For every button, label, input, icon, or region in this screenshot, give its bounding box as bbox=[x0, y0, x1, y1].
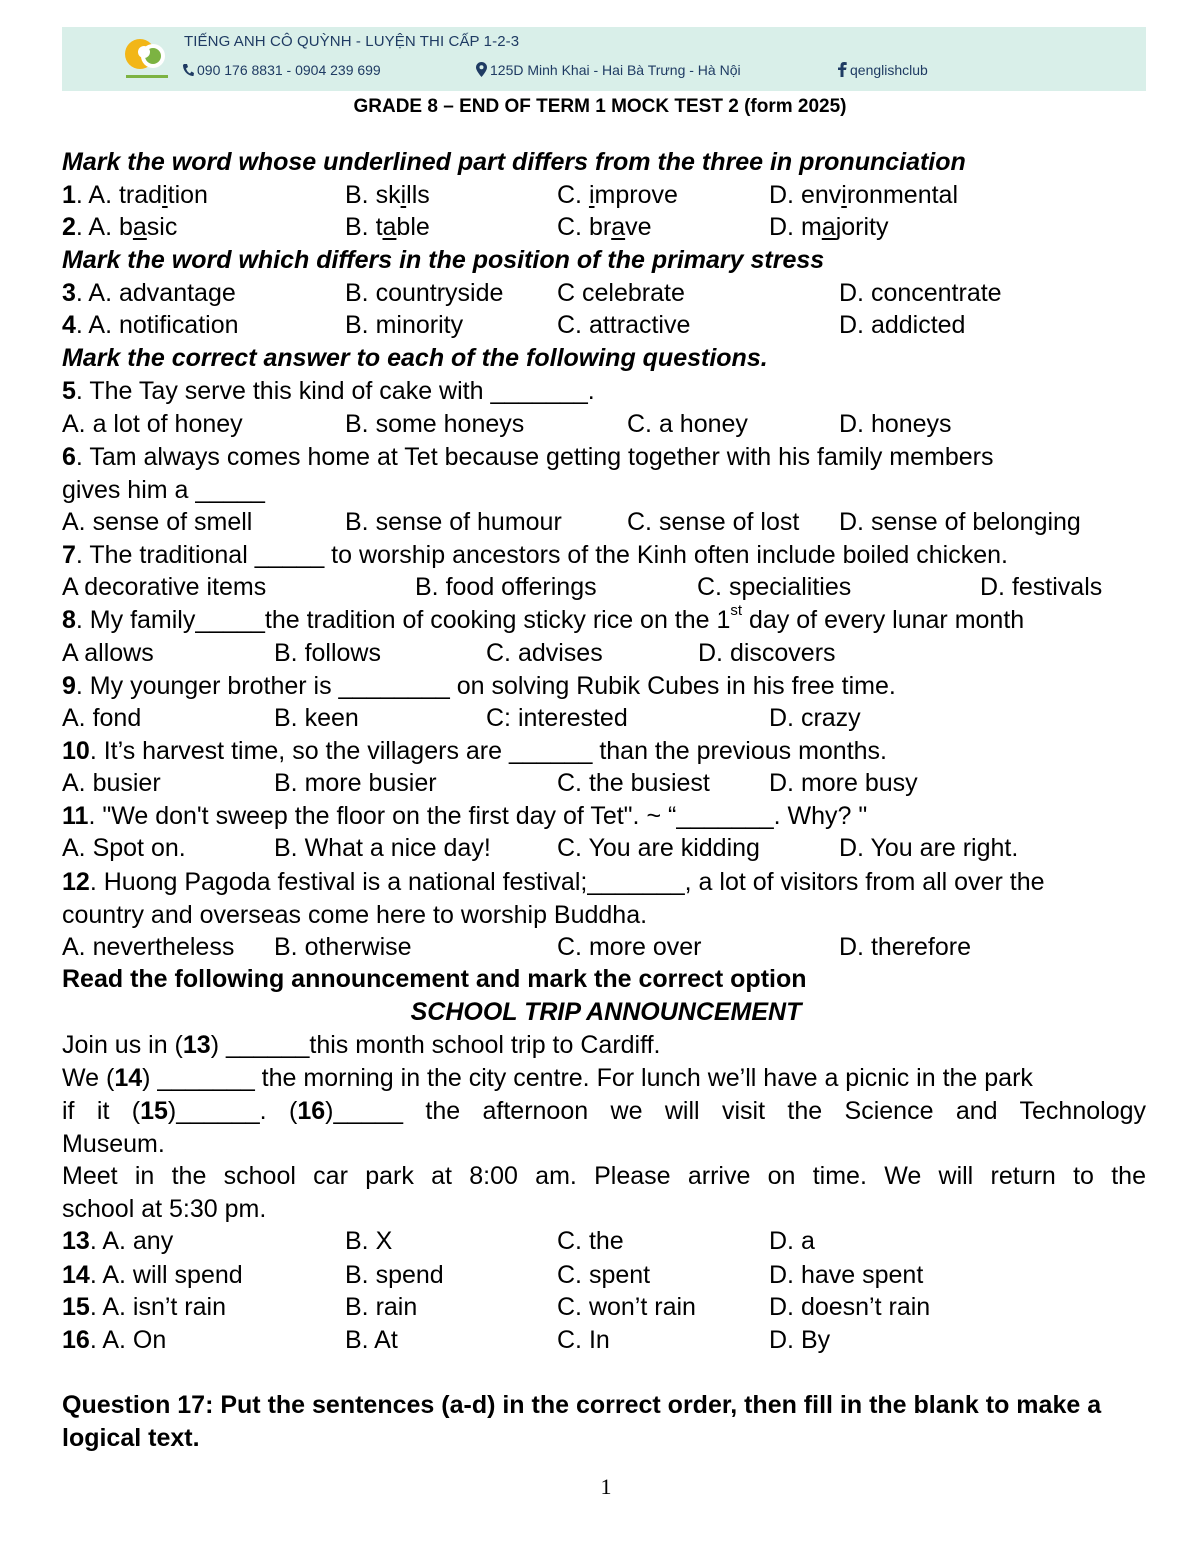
question-10-stem: 10. It’s harvest time, so the villagers are ______ than the previous months. bbox=[62, 737, 888, 765]
facebook-icon bbox=[838, 62, 847, 77]
q9-option-b: B. keen bbox=[274, 704, 359, 732]
question-17-heading: Question 17: Put the sentences (a-d) in the correct order, then fill in the blank to make a logical text. bbox=[62, 1391, 1102, 1452]
q10-option-a: A. busier bbox=[62, 769, 161, 797]
q14-option-a: 14. A. will spend bbox=[62, 1261, 243, 1289]
address-contact bbox=[476, 62, 741, 78]
page-number: 1 bbox=[600, 1474, 612, 1499]
q1-option-c: C. improve bbox=[557, 181, 678, 209]
q4-option-d: D. addicted bbox=[839, 311, 966, 339]
q10-option-b: B. more busier bbox=[274, 769, 437, 797]
q14-option-b: B. spend bbox=[345, 1261, 444, 1289]
q14-option-c: C. spent bbox=[557, 1261, 651, 1289]
facebook-handle: qenglishclub bbox=[850, 62, 928, 78]
phone-icon bbox=[182, 63, 194, 77]
header-banner bbox=[62, 27, 1146, 91]
q10-option-c: C. the busiest bbox=[557, 769, 710, 797]
q5-option-d: D. honeys bbox=[839, 410, 952, 438]
q10-option-d: D. more busy bbox=[769, 769, 918, 797]
q15-option-a: 15. A. isn’t rain bbox=[62, 1293, 226, 1321]
q14-option-d: D. have spent bbox=[769, 1261, 924, 1289]
question-9-stem: 9. My younger brother is ________ on solving Rubik Cubes in his free time. bbox=[62, 672, 896, 700]
q6-option-d: D. sense of belonging bbox=[839, 508, 1081, 536]
section-heading-pronunciation: Mark the word whose underlined part differs from the three in pronunciation bbox=[62, 148, 966, 176]
q11-option-a: A. Spot on. bbox=[62, 834, 186, 862]
address-text: 125D Minh Khai - Hai Bà Trưng - Hà Nội bbox=[490, 62, 741, 78]
q15-option-d: D. doesn’t rain bbox=[769, 1293, 931, 1321]
school-logo-icon bbox=[120, 32, 174, 84]
announcement-line-1: Join us in (13) ______this month school trip to Cardiff. bbox=[62, 1031, 661, 1059]
q2-option-d: D. majority bbox=[769, 213, 889, 241]
q9-option-c: C: interested bbox=[486, 704, 628, 732]
q12-option-b: B. otherwise bbox=[274, 933, 412, 961]
q16-option-b: B. At bbox=[345, 1326, 398, 1354]
q16-option-d: D. By bbox=[769, 1326, 831, 1354]
q1-option-a: 1. A. tradition bbox=[62, 181, 208, 209]
q16-option-a: 16. A. On bbox=[62, 1326, 167, 1354]
section-heading-read: Read the following announcement and mark the correct option bbox=[62, 965, 807, 993]
phone-numbers: 090 176 8831 - 0904 239 699 bbox=[197, 62, 381, 78]
q7-option-c: C. specialities bbox=[697, 573, 852, 601]
q13-option-b: B. X bbox=[345, 1227, 393, 1255]
announcement-line-4: Museum. bbox=[62, 1130, 165, 1158]
section-heading-stress: Mark the word which differs in the position of the primary stress bbox=[62, 246, 825, 274]
question-7-stem: 7. The traditional _____ to worship ancestors of the Kinh often include boiled chicken. bbox=[62, 541, 1008, 569]
q4-option-a: 4. A. notification bbox=[62, 311, 239, 339]
q4-option-b: B. minority bbox=[345, 311, 464, 339]
q15-option-c: C. won’t rain bbox=[557, 1293, 696, 1321]
q9-option-a: A. fond bbox=[62, 704, 142, 732]
q15-option-b: B. rain bbox=[345, 1293, 418, 1321]
phone-contact bbox=[182, 62, 381, 78]
q3-option-b: B. countryside bbox=[345, 279, 504, 307]
announcement-line-6: school at 5:30 pm. bbox=[62, 1195, 267, 1223]
section-heading-correct-answer: Mark the correct answer to each of the following questions. bbox=[62, 344, 768, 372]
question-12-stem-line2: country and overseas come here to worship Buddha. bbox=[62, 901, 648, 929]
announcement-line-2: We (14) _______ the morning in the city centre. For lunch we’ll have a picnic in the park bbox=[62, 1064, 1033, 1092]
q13-option-a: 13. A. any bbox=[62, 1227, 174, 1255]
center-name: TIẾNG ANH CÔ QUỲNH - LUYỆN THI CẤP 1-2-3 bbox=[184, 33, 520, 50]
q13-option-d: D. a bbox=[769, 1227, 815, 1255]
q2-option-c: C. brave bbox=[557, 213, 652, 241]
q5-option-b: B. some honeys bbox=[345, 410, 525, 438]
q8-option-d: D. discovers bbox=[698, 639, 836, 667]
q12-option-c: C. more over bbox=[557, 933, 702, 961]
question-5-stem: 5. The Tay serve this kind of cake with _______. bbox=[62, 377, 595, 405]
q11-option-d: D. You are right. bbox=[839, 834, 1019, 862]
announcement-title: SCHOOL TRIP ANNOUNCEMENT bbox=[410, 998, 802, 1026]
facebook-contact bbox=[838, 62, 928, 78]
q12-option-a: A. nevertheless bbox=[62, 933, 235, 961]
q6-option-a: A. sense of smell bbox=[62, 508, 253, 536]
q1-option-b: B. skills bbox=[345, 181, 430, 209]
q3-option-a: 3. A. advantage bbox=[62, 279, 236, 307]
q2-option-a: 2. A. basic bbox=[62, 213, 178, 241]
map-pin-icon bbox=[476, 62, 487, 77]
q12-option-d: D. therefore bbox=[839, 933, 972, 961]
question-11-stem: 11. "We don't sweep the floor on the first day of Tet". ~ “_______. Why? " bbox=[62, 802, 868, 830]
q3-option-c: C celebrate bbox=[557, 279, 685, 307]
q2-option-b: B. table bbox=[345, 213, 430, 241]
question-6-stem: 6. Tam always comes home at Tet because getting together with his family members bbox=[62, 443, 994, 471]
q11-option-b: B. What a nice day! bbox=[274, 834, 491, 862]
q8-option-b: B. follows bbox=[274, 639, 381, 667]
q5-option-a: A. a lot of honey bbox=[62, 410, 243, 438]
announcement-line-3: if it (15)______. (16)_____ the afternoon we will visit the Science and Technology bbox=[62, 1097, 1146, 1125]
q5-option-c: C. a honey bbox=[627, 410, 748, 438]
q3-option-d: D. concentrate bbox=[839, 279, 1002, 307]
q7-option-b: B. food offerings bbox=[415, 573, 597, 601]
question-6-stem-line2: gives him a _____ bbox=[62, 476, 265, 504]
q6-option-c: C. sense of lost bbox=[627, 508, 800, 536]
q7-option-a: A decorative items bbox=[62, 573, 267, 601]
q16-option-c: C. In bbox=[557, 1326, 610, 1354]
q7-option-d: D. festivals bbox=[980, 573, 1103, 601]
document-title: GRADE 8 – END OF TERM 1 MOCK TEST 2 (form 2025) bbox=[353, 96, 847, 117]
announcement-line-5: Meet in the school car park at 8:00 am. Please arrive on time. We will return to the bbox=[62, 1162, 1146, 1190]
q8-option-c: C. advises bbox=[486, 639, 603, 667]
q1-option-d: D. environmental bbox=[769, 181, 958, 209]
q4-option-c: C. attractive bbox=[557, 311, 691, 339]
question-8-stem: 8. My family_____the tradition of cooking sticky rice on the 1st day of every lunar month bbox=[62, 602, 1025, 634]
q13-option-c: C. the bbox=[557, 1227, 624, 1255]
q6-option-b: B. sense of humour bbox=[345, 508, 562, 536]
q8-option-a: A allows bbox=[62, 639, 154, 667]
q9-option-d: D. crazy bbox=[769, 704, 861, 732]
q11-option-c: C. You are kidding bbox=[557, 834, 760, 862]
question-12-stem: 12. Huong Pagoda festival is a national festival;_______, a lot of visitors from all over the bbox=[62, 868, 1045, 896]
